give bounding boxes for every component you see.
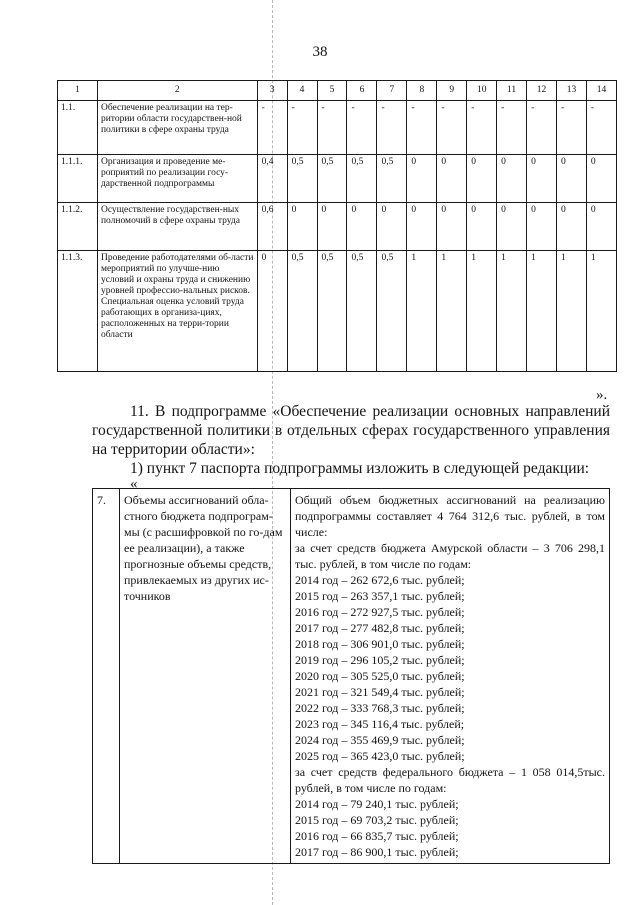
value-cell: 1 bbox=[527, 251, 557, 372]
regional-year-line: 2018 год – 306 901,0 тыс. рублей; bbox=[295, 637, 465, 651]
header-cell: 10 bbox=[467, 81, 497, 101]
table-row bbox=[58, 155, 617, 203]
header-cell: 11 bbox=[497, 81, 527, 101]
row-text: Организация и проведение ме-роприятий по реализации госу-дарственной подпрограммы bbox=[97, 155, 257, 203]
header-cell: 9 bbox=[437, 81, 467, 101]
value-cell: - bbox=[437, 101, 467, 155]
value-cell: 0 bbox=[287, 203, 317, 251]
header-cell: 7 bbox=[377, 81, 407, 101]
header-cell: 8 bbox=[407, 81, 437, 101]
regional-year-line: 2015 год – 263 357,1 тыс. рублей; bbox=[295, 589, 465, 603]
row-number: 1.1. bbox=[58, 101, 98, 155]
header-cell: 4 bbox=[287, 81, 317, 101]
table-header-row bbox=[58, 81, 617, 101]
value-cell: 0 bbox=[527, 155, 557, 203]
row-number: 1.1.3. bbox=[58, 251, 98, 372]
value-cell: 0 bbox=[586, 203, 616, 251]
value-cell: 1 bbox=[557, 251, 587, 372]
total-amount-text: Общий объем бюджетных ассигнований на реализацию подпрограммы составляет 4 764 312,6 тыс. рублей, в том числе: bbox=[295, 493, 605, 539]
value-cell: 0 bbox=[437, 203, 467, 251]
value-cell: 1 bbox=[437, 251, 467, 372]
regional-year-line: 2016 год – 272 927,5 тыс. рублей; bbox=[295, 605, 465, 619]
value-cell: - bbox=[557, 101, 587, 155]
value-cell: 0 bbox=[407, 203, 437, 251]
value-cell: - bbox=[257, 101, 287, 155]
value-cell: - bbox=[467, 101, 497, 155]
regional-year-line: 2025 год – 365 423,0 тыс. рублей; bbox=[295, 749, 465, 763]
regional-year-line: 2014 год – 262 672,6 тыс. рублей; bbox=[295, 573, 465, 587]
regional-year-line: 2022 год – 333 768,3 тыс. рублей; bbox=[295, 701, 465, 715]
header-cell: 13 bbox=[557, 81, 587, 101]
value-cell: 0 bbox=[497, 203, 527, 251]
value-cell: 0,5 bbox=[377, 251, 407, 372]
header-cell: 2 bbox=[97, 81, 257, 101]
passport-table bbox=[92, 488, 610, 864]
passport-row-number: 7. bbox=[93, 489, 120, 864]
value-cell: - bbox=[586, 101, 616, 155]
federal-budget-text: за счет средств федерального бюджета – 1 058 014,5тыс. рублей, в том числе по годам: bbox=[295, 765, 605, 795]
value-cell: 0 bbox=[467, 155, 497, 203]
value-cell: 0,5 bbox=[317, 251, 347, 372]
indicators-table bbox=[57, 80, 617, 372]
value-cell: - bbox=[317, 101, 347, 155]
value-cell: 0 bbox=[347, 203, 377, 251]
header-cell: 6 bbox=[347, 81, 377, 101]
federal-year-line: 2016 год – 66 835,7 тыс. рублей; bbox=[295, 829, 459, 843]
value-cell: 0 bbox=[557, 203, 587, 251]
value-cell: 0,5 bbox=[347, 251, 377, 372]
value-cell: - bbox=[407, 101, 437, 155]
table-row bbox=[58, 251, 617, 372]
table-row bbox=[58, 101, 617, 155]
row-text: Обеспечение реализации на тер-ритории области государствен-ной политики в сфере охраны труда bbox=[97, 101, 257, 155]
opening-quote: « bbox=[130, 476, 138, 492]
closing-quote: ». bbox=[596, 387, 608, 403]
value-cell: 0,4 bbox=[257, 155, 287, 203]
header-cell: 3 bbox=[257, 81, 287, 101]
value-cell: 0,5 bbox=[317, 155, 347, 203]
federal-year-line: 2015 год – 69 703,2 тыс. рублей; bbox=[295, 813, 459, 827]
passport-row-content bbox=[291, 489, 610, 864]
regional-year-line: 2024 год – 355 469,9 тыс. рублей; bbox=[295, 733, 465, 747]
value-cell: 0 bbox=[257, 251, 287, 372]
value-cell: 0 bbox=[527, 203, 557, 251]
value-cell: 0,5 bbox=[347, 155, 377, 203]
passport-row bbox=[93, 489, 610, 864]
value-cell: - bbox=[347, 101, 377, 155]
value-cell: - bbox=[287, 101, 317, 155]
value-cell: 0 bbox=[377, 203, 407, 251]
paragraph-11: 11. В подпрограмме «Обеспечение реализации основных направлений государственной политики в отдельных сферах государственного управления на территории области»: bbox=[92, 403, 610, 458]
page-number: 38 bbox=[312, 44, 328, 60]
value-cell: 1 bbox=[586, 251, 616, 372]
value-cell: - bbox=[377, 101, 407, 155]
header-cell: 5 bbox=[317, 81, 347, 101]
value-cell: 0 bbox=[497, 155, 527, 203]
paragraph-1: 1) пункт 7 паспорта подпрограммы изложить в следующей редакции: bbox=[130, 460, 590, 477]
table-row bbox=[58, 203, 617, 251]
regional-year-line: 2017 год – 277 482,8 тыс. рублей; bbox=[295, 621, 465, 635]
value-cell: 0 bbox=[407, 155, 437, 203]
value-cell: 0,5 bbox=[377, 155, 407, 203]
regional-budget-text: за счет средств бюджета Амурской области – 3 706 298,1 тыс. рублей, в том числе по годам: bbox=[295, 541, 605, 571]
row-number: 1.1.1. bbox=[58, 155, 98, 203]
value-cell: 0,6 bbox=[257, 203, 287, 251]
regional-year-line: 2021 год – 321 549,4 тыс. рублей; bbox=[295, 685, 465, 699]
value-cell: 0 bbox=[467, 203, 497, 251]
row-text: Проведение работодателями об-ласти мероприятий по улучше-нию условий и охраны труда и снижению уровней профессио-нальных рисков. Специальная оценка условий труда работающих в организа-циях, расположенных на терри-тории области bbox=[97, 251, 257, 372]
value-cell: 1 bbox=[407, 251, 437, 372]
value-cell: 0 bbox=[437, 155, 467, 203]
value-cell: 0 bbox=[586, 155, 616, 203]
header-cell: 1 bbox=[58, 81, 98, 101]
value-cell: - bbox=[527, 101, 557, 155]
regional-year-line: 2020 год – 305 525,0 тыс. рублей; bbox=[295, 669, 465, 683]
value-cell: 0,5 bbox=[287, 251, 317, 372]
value-cell: 1 bbox=[467, 251, 497, 372]
row-number: 1.1.2. bbox=[58, 203, 98, 251]
value-cell: 0,5 bbox=[287, 155, 317, 203]
regional-year-line: 2023 год – 345 116,4 тыс. рублей; bbox=[295, 717, 465, 731]
federal-year-line: 2014 год – 79 240,1 тыс. рублей; bbox=[295, 797, 459, 811]
regional-year-line: 2019 год – 296 105,2 тыс. рублей; bbox=[295, 653, 465, 667]
header-cell: 14 bbox=[586, 81, 616, 101]
value-cell: 1 bbox=[497, 251, 527, 372]
passport-row-label: Объемы ассигнований обла-стного бюджета подпрограм-мы (с расшифровкой по го-дам ее реализации), а также прогнозные объемы средств, привлекаемых из других ис-точников bbox=[120, 489, 291, 864]
row-text: Осуществление государствен-ных полномочий в сфере охраны труда bbox=[97, 203, 257, 251]
value-cell: 0 bbox=[557, 155, 587, 203]
value-cell: 0 bbox=[317, 203, 347, 251]
federal-year-line: 2017 год – 86 900,1 тыс. рублей; bbox=[295, 845, 459, 859]
value-cell: - bbox=[497, 101, 527, 155]
header-cell: 12 bbox=[527, 81, 557, 101]
